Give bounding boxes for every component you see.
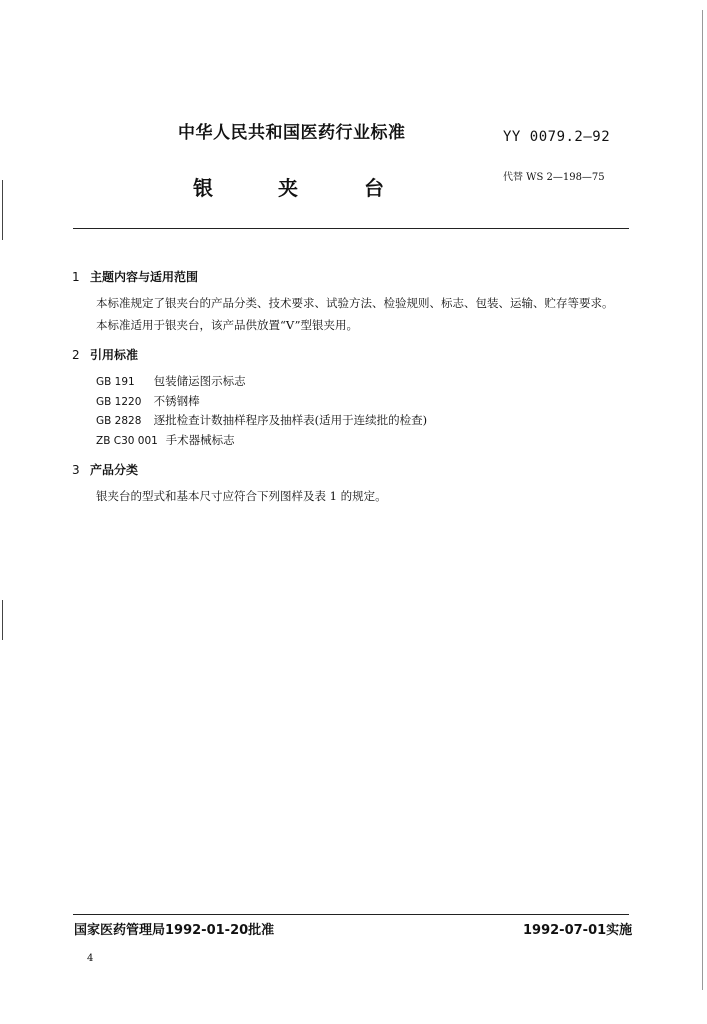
document-title-char-3: 台 [364,176,384,200]
reference-item [96,412,427,428]
section-number: 3 [72,463,80,477]
section-number: 1 [72,270,80,284]
scan-edge-mark-left-lower [2,600,3,640]
header-rule [73,228,629,229]
reference-code: GB 1220 [96,396,142,408]
replaces-standard: 代替 WS 2—198—75 [503,172,605,183]
scan-edge-mark-right [702,10,703,990]
footer-rule [73,914,629,915]
effective-date: 1992-07-01实施 [523,923,633,938]
reference-title: 不锈钢棒 [153,394,200,408]
approval-date: 国家医药管理局1992-01-20批准 [74,923,275,938]
section-3-paragraph-1: 银夹台的型式和基本尺寸应符合下列图样及表 1 的规定。 [96,489,387,503]
document-title-char-2: 夹 [278,176,298,200]
document-title-char-1: 银 [193,176,213,200]
reference-title: 包装储运图示标志 [153,374,246,388]
section-3-heading [72,461,138,478]
section-1-paragraph-2: 本标准适用于银夹台，该产品供放置“V”型银夹用。 [96,318,358,332]
reference-item [96,432,235,448]
standard-category-title: 中华人民共和国医药行业标准 [178,123,406,143]
standard-code: YY 0079.2—92 [503,129,611,145]
section-2-heading [72,346,138,363]
reference-item [96,373,246,389]
section-1-paragraph-1: 本标准规定了银夹台的产品分类、技术要求、试验方法、检验规则、标志、包装、运输、贮存等要求。 [96,296,614,310]
reference-item [96,393,200,409]
reference-code: GB 191 [96,376,135,388]
section-1-heading [72,268,198,285]
reference-code: ZB C30 001 [96,435,158,447]
reference-code: GB 2828 [96,415,142,427]
section-number: 2 [72,348,80,362]
reference-title: 逐批检查计数抽样程序及抽样表(适用于连续批的检查) [153,413,428,427]
page-number: 4 [87,953,94,964]
scan-edge-mark-left [2,180,3,240]
section-title: 主题内容与适用范围 [90,270,199,284]
section-title: 引用标准 [90,348,139,362]
reference-title: 手术器械标志 [165,433,235,447]
section-title: 产品分类 [90,463,139,477]
